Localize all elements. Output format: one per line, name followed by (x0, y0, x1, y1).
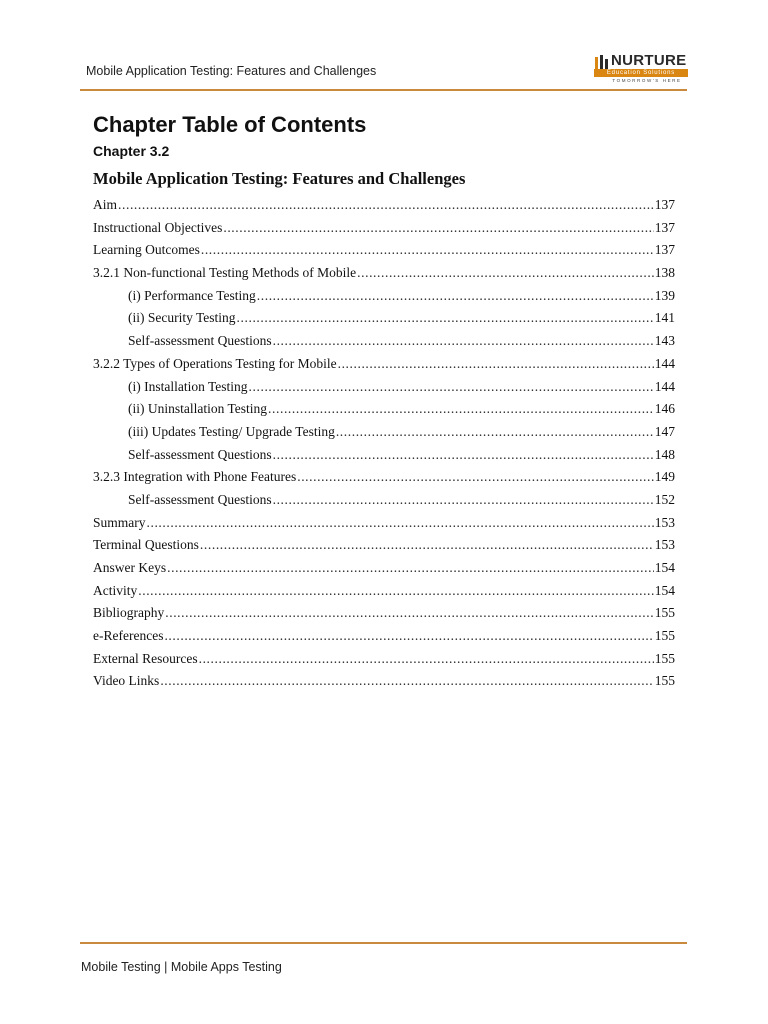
toc-leader-dots (257, 285, 654, 308)
toc-entry-page: 146 (654, 401, 675, 417)
toc-leader-dots (237, 307, 654, 330)
toc-leader-dots (273, 330, 654, 353)
toc-entry-page: 141 (654, 310, 675, 326)
toc-entry-title: Learning Outcomes (93, 242, 200, 258)
toc-entry-title: Video Links (93, 673, 160, 689)
toc-entry[interactable] (93, 398, 675, 421)
toc-entry-page: 155 (654, 605, 675, 621)
toc-leader-dots (199, 648, 654, 671)
toc-leader-dots (336, 421, 654, 444)
toc-leader-dots (165, 602, 654, 625)
toc-entry[interactable] (93, 670, 675, 693)
toc-entry-page: 152 (654, 491, 675, 507)
page-title: Chapter Table of Contents (93, 112, 367, 137)
toc-entry-title: External Resources (93, 650, 198, 666)
toc-entry[interactable] (93, 421, 675, 444)
footer-divider (80, 942, 687, 944)
toc-entry[interactable] (93, 217, 675, 240)
toc-entry-title: Summary (93, 514, 146, 530)
toc-leader-dots (164, 625, 653, 648)
toc-leader-dots (297, 466, 654, 489)
running-footer: Mobile Testing | Mobile Apps Testing (81, 960, 282, 974)
toc-entry[interactable] (93, 580, 675, 603)
toc-leader-dots (147, 512, 654, 535)
toc-entry-page: 154 (654, 560, 675, 575)
toc-entry-title: Self-assessment Questions (128, 446, 272, 462)
toc-leader-dots (118, 194, 654, 217)
toc-entry-title: (ii) Uninstallation Testing (128, 401, 268, 417)
toc-entry-title: Aim (93, 197, 118, 212)
chapter-number: Chapter 3.2 (93, 143, 170, 159)
logo-wordmark: NURTURE (611, 52, 687, 69)
toc-entry[interactable] (93, 194, 675, 217)
toc-entry-title: (ii) Security Testing (128, 310, 236, 326)
toc-entry-page: 137 (654, 242, 675, 258)
toc-leader-dots (160, 670, 653, 693)
toc-entry-page: 153 (654, 514, 675, 530)
toc-entry-page: 154 (654, 582, 675, 598)
toc-entry-page: 153 (654, 537, 675, 553)
toc-entry-title: Activity (93, 582, 138, 598)
toc-entry[interactable] (93, 307, 675, 330)
toc-entry-page: 138 (654, 265, 675, 281)
toc-entry[interactable] (93, 262, 675, 285)
toc-leader-dots (223, 217, 653, 240)
toc-entry-page: 144 (654, 355, 675, 371)
toc-entry-title: Instructional Objectives (93, 219, 223, 235)
logo-tagline: TOMORROW'S HERE (612, 78, 682, 83)
toc-entry-page: 144 (654, 378, 675, 394)
toc-entry-page: 155 (654, 650, 675, 666)
toc-entry[interactable] (93, 285, 675, 308)
toc-entry-page: 139 (654, 287, 675, 303)
toc-entry[interactable] (93, 512, 675, 535)
toc-entry-page: 149 (654, 469, 675, 485)
toc-entry-page: 148 (654, 446, 675, 462)
toc-entry-title: 3.2.2 Types of Operations Testing for Mobile (93, 355, 337, 371)
toc-entry-title: (iii) Updates Testing/ Upgrade Testing (128, 423, 335, 439)
logo-strip: Education Solutions (594, 69, 688, 77)
toc-entry-title: Self-assessment Questions (128, 491, 272, 507)
toc-leader-dots (200, 534, 654, 557)
toc-leader-dots (273, 489, 654, 512)
toc-entry-title: Terminal Questions (93, 537, 199, 553)
toc-entry[interactable] (93, 239, 675, 262)
toc-leader-dots (167, 557, 654, 580)
toc-entry[interactable] (93, 376, 675, 399)
toc-entry[interactable] (93, 353, 675, 376)
toc-entry-page: 147 (654, 423, 675, 439)
toc-entry-title: Bibliography (93, 605, 165, 621)
toc-entry[interactable] (93, 466, 675, 489)
chapter-title: Mobile Application Testing: Features and Challenges (93, 169, 466, 188)
toc-entry[interactable] (93, 648, 675, 671)
header-divider (80, 89, 687, 91)
toc-entry-title: (i) Installation Testing (128, 378, 248, 394)
toc-leader-dots (338, 353, 654, 376)
toc-entry[interactable] (93, 557, 675, 580)
toc-entry-title: (i) Performance Testing (128, 287, 256, 303)
toc-entry-page: 155 (654, 673, 675, 689)
toc-leader-dots (357, 262, 654, 285)
nurture-logo (594, 52, 690, 86)
toc-entry[interactable] (93, 330, 675, 353)
toc-entry[interactable] (93, 489, 675, 512)
toc-leader-dots (138, 580, 654, 603)
nurture-bars-icon (594, 54, 610, 70)
running-header-title: Mobile Application Testing: Features and Challenges (86, 64, 377, 78)
toc-entry[interactable] (93, 625, 675, 648)
toc-entry-title: Self-assessment Questions (128, 333, 272, 349)
toc-leader-dots (201, 239, 654, 262)
toc-entry-title: 3.2.3 Integration with Phone Features (93, 469, 297, 485)
toc-entry[interactable] (93, 444, 675, 467)
toc-entry-page: 137 (654, 197, 675, 212)
toc-entry-title: 3.2.1 Non-functional Testing Methods of Mobile (93, 265, 357, 281)
toc-entry-title: e-References (93, 628, 164, 644)
toc-entry[interactable] (93, 602, 675, 625)
toc-entry-page: 143 (654, 333, 675, 349)
toc-entry-page: 137 (654, 219, 675, 235)
toc-entry-page: 155 (654, 628, 675, 644)
toc-leader-dots (249, 376, 654, 399)
toc-entry[interactable] (93, 534, 675, 557)
toc-leader-dots (273, 444, 654, 467)
toc-entry-title: Answer Keys (93, 560, 167, 575)
toc-leader-dots (268, 398, 654, 421)
table-of-contents (93, 194, 675, 693)
